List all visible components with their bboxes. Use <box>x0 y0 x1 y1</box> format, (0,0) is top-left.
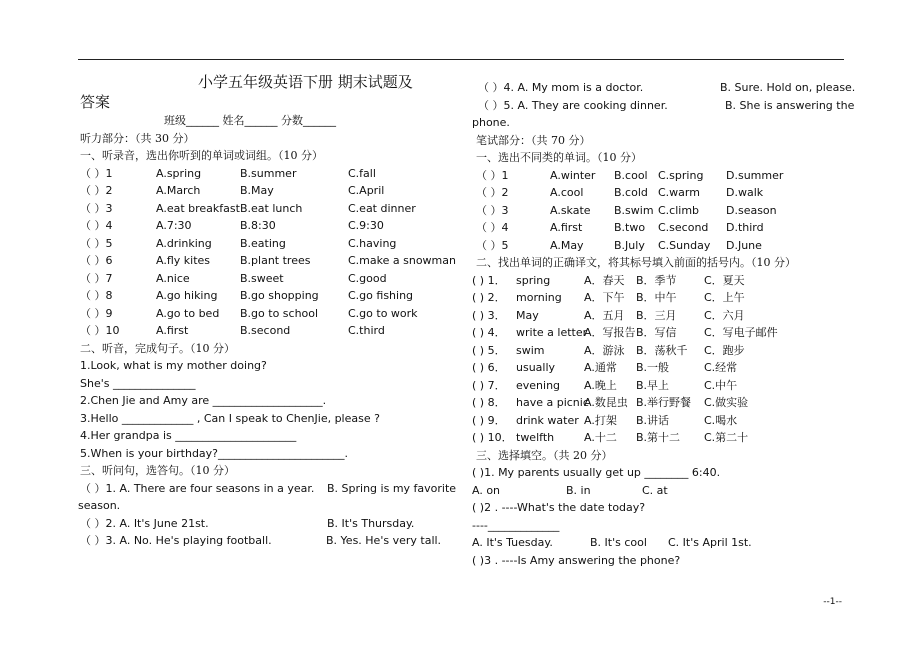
option-a: A.cool <box>550 186 584 199</box>
sec1-title-row <box>80 147 460 165</box>
answer-paren: （ ）3 <box>80 201 113 215</box>
sec2-sentence <box>80 427 460 445</box>
answer-paren: ( ) 2． <box>472 291 506 304</box>
sec3-q2-option-b: B. It's Thursday. <box>327 516 415 530</box>
w3-q1-option-a: A. on <box>472 483 501 497</box>
option-b: B.8:30 <box>240 219 276 232</box>
option-c: C.做实验 <box>704 396 749 409</box>
w2-item <box>472 342 852 360</box>
w3-q1-option-b: B. in <box>566 483 591 497</box>
answer-paren: ( ) 1． <box>472 273 506 287</box>
w2-item <box>472 377 852 395</box>
sec3-q1-option-b: B. Spring is my favorite <box>327 481 457 495</box>
option-c: C.good <box>348 271 387 285</box>
option-b: B.two <box>614 221 646 234</box>
answer-paren: （ ）10 <box>80 324 120 337</box>
w3-title: 三、选择填空。（共 20 分） <box>476 448 613 462</box>
option-c: C.eat dinner <box>348 201 416 215</box>
option-c: C.9:30 <box>348 219 384 232</box>
sec3-q3-option-a: （ ）3. A. No. He's playing football. <box>80 534 272 547</box>
option-a: A．春天 <box>584 273 625 287</box>
w1-item <box>472 219 852 237</box>
sentence-text: 5.When is your birthday?_______________________. <box>80 446 349 460</box>
written-header: 笔试部分：（共 70 分） <box>476 133 591 147</box>
sentence-text: 1.Look, what is my mother doing? <box>80 359 267 372</box>
answer-paren: （ ）2 <box>80 184 113 197</box>
option-a: A.通常 <box>584 361 617 374</box>
sec2-title-row <box>80 340 460 358</box>
written-header-row <box>472 132 852 150</box>
option-a: A.eat breakfast <box>156 201 240 215</box>
page-number: --1-- <box>823 597 842 607</box>
option-b: B.summer <box>240 166 297 180</box>
option-b: B.cold <box>614 186 648 199</box>
english-word: write a letter <box>516 326 588 339</box>
sec3-q5-option-a: （ ）5. A. They are cooking dinner. <box>478 98 668 112</box>
answer-paren: （ ）1 <box>80 166 113 180</box>
answer-paren: （ ）4 <box>476 221 509 234</box>
english-word: have a picnic <box>516 396 589 409</box>
option-c: C.third <box>348 324 385 337</box>
english-word: drink water <box>516 413 579 427</box>
option-a: A.go hiking <box>156 289 218 302</box>
option-c: C.中午 <box>704 378 738 392</box>
english-word: evening <box>516 378 561 392</box>
sec3-q3-option-b: B. Yes. He's very tall. <box>326 534 442 547</box>
sec1-item <box>80 200 460 218</box>
sec1-list <box>80 165 460 340</box>
sec3-q2-option-a: （ ）2. A. It's June 21st. <box>80 516 209 530</box>
option-a: A.go to bed <box>156 306 220 320</box>
option-b: B.plant trees <box>240 254 311 267</box>
answer-paren: （ ）2 <box>476 186 509 199</box>
option-a: A.nice <box>156 271 190 285</box>
option-c: C．六月 <box>704 308 745 322</box>
english-word: May <box>516 308 539 322</box>
option-b: B．写信 <box>636 326 677 339</box>
option-c: C.Sunday <box>658 238 711 252</box>
option-b: B.一般 <box>636 361 670 374</box>
w3-q1-stem: ( )1. My parents usually get up ________ 6:40. <box>472 466 721 479</box>
option-c: C.fall <box>348 166 376 180</box>
option-c: C.经常 <box>704 361 738 374</box>
sec2-title: 二、听音，完成句子。（10 分） <box>80 341 235 355</box>
english-word: usually <box>516 361 556 374</box>
answer-paren: （ ）5 <box>80 236 113 250</box>
answer-paren: ( ) 3． <box>472 308 506 322</box>
sec3-q1-continuation: season. <box>78 499 121 512</box>
answer-paren: ( ) 4． <box>472 326 506 339</box>
option-a: A.first <box>550 221 583 234</box>
answer-paren: ( ) 7． <box>472 378 506 392</box>
option-c: C．夏天 <box>704 273 745 287</box>
english-word: twelfth <box>516 431 555 444</box>
option-d: D.summer <box>726 168 784 182</box>
listening-header-row <box>80 130 460 148</box>
w3-q2 <box>472 499 852 517</box>
w3-q2-stem: ( )2 . ----What's the date today? <box>472 501 646 514</box>
option-c: C．跑步 <box>704 343 745 357</box>
sec3-q5 <box>472 97 855 115</box>
option-b: B．中午 <box>636 291 677 304</box>
option-c: C.make a snowman <box>348 254 456 267</box>
option-d: D.June <box>726 238 762 252</box>
w1-item <box>472 237 852 255</box>
answer-paren: （ ）5 <box>476 238 509 252</box>
option-a: A．下午 <box>584 291 625 304</box>
w3-q2-options <box>472 534 852 552</box>
sec3-title-row <box>80 462 460 480</box>
w2-item <box>472 289 852 307</box>
option-c: C.warm <box>658 186 700 199</box>
w1-title: 一、选出不同类的单词。（10 分） <box>476 151 642 164</box>
w1-item <box>472 167 852 185</box>
w2-item <box>472 324 852 342</box>
sec1-item <box>80 217 460 235</box>
english-word: spring <box>516 273 551 287</box>
option-b: B.第十二 <box>636 431 681 444</box>
option-a: A.晚上 <box>584 378 617 392</box>
w1-item <box>472 184 852 202</box>
option-c: C．写电子邮件 <box>704 326 778 339</box>
sec3-q1-option-a: （ ）1. A. There are four seasons in a year. <box>80 481 315 495</box>
option-c: C.having <box>348 236 397 250</box>
sec2-sentence <box>80 445 460 463</box>
option-b: B.eat lunch <box>240 201 303 215</box>
option-c: C.第二十 <box>704 431 749 444</box>
sec1-item <box>80 270 460 288</box>
option-a: A．游泳 <box>584 343 625 357</box>
option-b: B．三月 <box>636 308 677 322</box>
listening-header: 听力部分：（共 30 分） <box>80 131 195 145</box>
option-d: D.season <box>726 203 777 217</box>
sec3-q1 <box>80 480 460 498</box>
w3-q1-option-c: C. at <box>642 483 668 497</box>
answer-paren: （ ）8 <box>80 289 113 302</box>
option-d: D.third <box>726 221 764 234</box>
w3-q2-option-c: C. It's April 1st. <box>668 536 752 549</box>
answer-paren: （ ）4 <box>80 219 113 232</box>
option-b: B.举行野餐 <box>636 396 692 409</box>
option-b: B．荡秋千 <box>636 343 688 357</box>
w2-list <box>472 272 852 447</box>
w3-q3-stem: ( )3 . ----Is Amy answering the phone? <box>472 553 681 567</box>
option-b: B.早上 <box>636 378 670 392</box>
title-line-1 <box>80 72 460 92</box>
sec3-q5-cont <box>472 114 852 132</box>
w2-item <box>472 394 852 412</box>
w1-item <box>472 202 852 220</box>
right-column <box>472 79 856 569</box>
sec3-q5-continuation: phone. <box>472 116 510 129</box>
w3-title-row <box>472 447 852 465</box>
page-title-continued: 答案 <box>80 93 111 111</box>
option-a: A.数昆虫 <box>584 396 628 409</box>
option-b: B.July <box>614 238 645 252</box>
sec3-title: 三、听问句，选答句。（10 分） <box>80 464 235 477</box>
sec1-item <box>80 182 460 200</box>
sentence-text: 2.Chen Jie and Amy are ____________________. <box>80 394 327 407</box>
option-c: C.go to work <box>348 306 418 320</box>
option-b: B.go to school <box>240 306 319 320</box>
option-a: A.spring <box>156 166 202 180</box>
option-a: A.May <box>550 238 584 252</box>
sentence-text: 3.Hello _____________ , Can I speak to ChenJie, please ? <box>80 411 380 425</box>
answer-paren: （ ）3 <box>476 203 509 217</box>
option-c: C.second <box>658 221 709 234</box>
english-word: swim <box>516 343 545 357</box>
page-title: 小学五年级英语下册 期末试题及 <box>198 73 413 91</box>
english-word: morning <box>516 291 562 304</box>
option-a: A.打架 <box>584 413 617 427</box>
answer-paren: （ ）6 <box>80 254 113 267</box>
w2-title: 二、找出单词的正确译文，将其标号填入前面的括号内。（10 分） <box>476 256 796 269</box>
title-line-2 <box>80 92 460 112</box>
answer-paren: ( ) 8． <box>472 396 506 409</box>
answer-paren: （ ）1 <box>476 168 509 182</box>
sec3-q2 <box>80 515 460 533</box>
sec1-item <box>80 322 460 340</box>
option-b: B.sweet <box>240 271 284 285</box>
sec2-sentence <box>80 375 460 393</box>
option-b: B.May <box>240 184 274 197</box>
sec3-q5-option-b: B. She is answering the <box>725 98 855 112</box>
option-a: A．五月 <box>584 308 625 322</box>
sec2-sentence <box>80 410 460 428</box>
option-a: A．写报告 <box>584 326 636 339</box>
option-c: C.go fishing <box>348 289 414 302</box>
sec1-item <box>80 287 460 305</box>
w1-list <box>472 167 852 255</box>
answer-paren: ( ) 9． <box>472 413 506 427</box>
class-fields-row <box>80 112 460 130</box>
w2-item <box>472 307 852 325</box>
sec1-item <box>80 305 460 323</box>
sec3-q1-cont <box>80 497 460 515</box>
sec2-list <box>80 357 460 462</box>
answer-paren: ( ) 6． <box>472 361 506 374</box>
option-c: C.spring <box>658 168 704 182</box>
option-a: A.fly kites <box>156 254 211 267</box>
sec2-sentence <box>80 357 460 375</box>
option-b: B.swim <box>614 203 654 217</box>
option-a: A.winter <box>550 168 596 182</box>
sec1-item <box>80 235 460 253</box>
answer-paren: ( ) 10． <box>472 431 513 444</box>
w3-q3 <box>472 552 852 570</box>
w2-item <box>472 272 852 290</box>
answer-paren: ( ) 5． <box>472 343 506 357</box>
option-c: C.喝水 <box>704 413 738 427</box>
sec1-title: 一、听录音，选出你听到的单词或词组。（10 分） <box>80 149 323 162</box>
w2-item <box>472 429 852 447</box>
option-a: A.skate <box>550 203 591 217</box>
header-rule <box>78 59 844 60</box>
answer-paren: （ ）9 <box>80 306 113 320</box>
sec3-q4-option-b: B. Sure. Hold on, please. <box>720 81 856 94</box>
option-a: A.十二 <box>584 431 617 444</box>
w3-q1-options <box>472 482 852 500</box>
sec3-q4 <box>472 79 856 97</box>
w2-item <box>472 359 852 377</box>
option-b: B．季节 <box>636 273 677 287</box>
option-b: B.eating <box>240 236 286 250</box>
option-b: B.讲话 <box>636 413 670 427</box>
option-c: C.climb <box>658 203 700 217</box>
answer-paren: （ ）7 <box>80 271 113 285</box>
sentence-text: 4.Her grandpa is ______________________ <box>80 429 297 442</box>
option-a: A.drinking <box>156 236 212 250</box>
option-c: C．上午 <box>704 291 745 304</box>
w1-title-row <box>472 149 852 167</box>
option-a: A.March <box>156 184 201 197</box>
w3-q2-blank-row <box>472 517 852 535</box>
w3-q2-option-a: A. It's Tuesday. <box>472 536 553 549</box>
option-b: B.go shopping <box>240 289 319 302</box>
sec3-q4-option-a: （ ）4. A. My mom is a doctor. <box>478 81 644 94</box>
class-fields: 班级______ 姓名______ 分数______ <box>164 114 336 127</box>
sentence-text: She's _______________ <box>80 376 196 390</box>
left-column <box>80 72 460 550</box>
w3-q2-blank: ----_____________ <box>472 518 560 532</box>
w2-title-row <box>472 254 852 272</box>
w2-item <box>472 412 852 430</box>
option-a: A.7:30 <box>156 219 192 232</box>
option-d: D.walk <box>726 186 764 199</box>
w3-q2-option-b: B. It's cool <box>590 536 647 549</box>
option-b: B.second <box>240 324 291 337</box>
option-c: C.April <box>348 184 385 197</box>
w3-q1 <box>472 464 852 482</box>
option-b: B.cool <box>614 168 648 182</box>
sec3-q3 <box>80 532 460 550</box>
sec1-item <box>80 165 460 183</box>
option-a: A.first <box>156 324 189 337</box>
sec1-item <box>80 252 460 270</box>
sec2-sentence <box>80 392 460 410</box>
